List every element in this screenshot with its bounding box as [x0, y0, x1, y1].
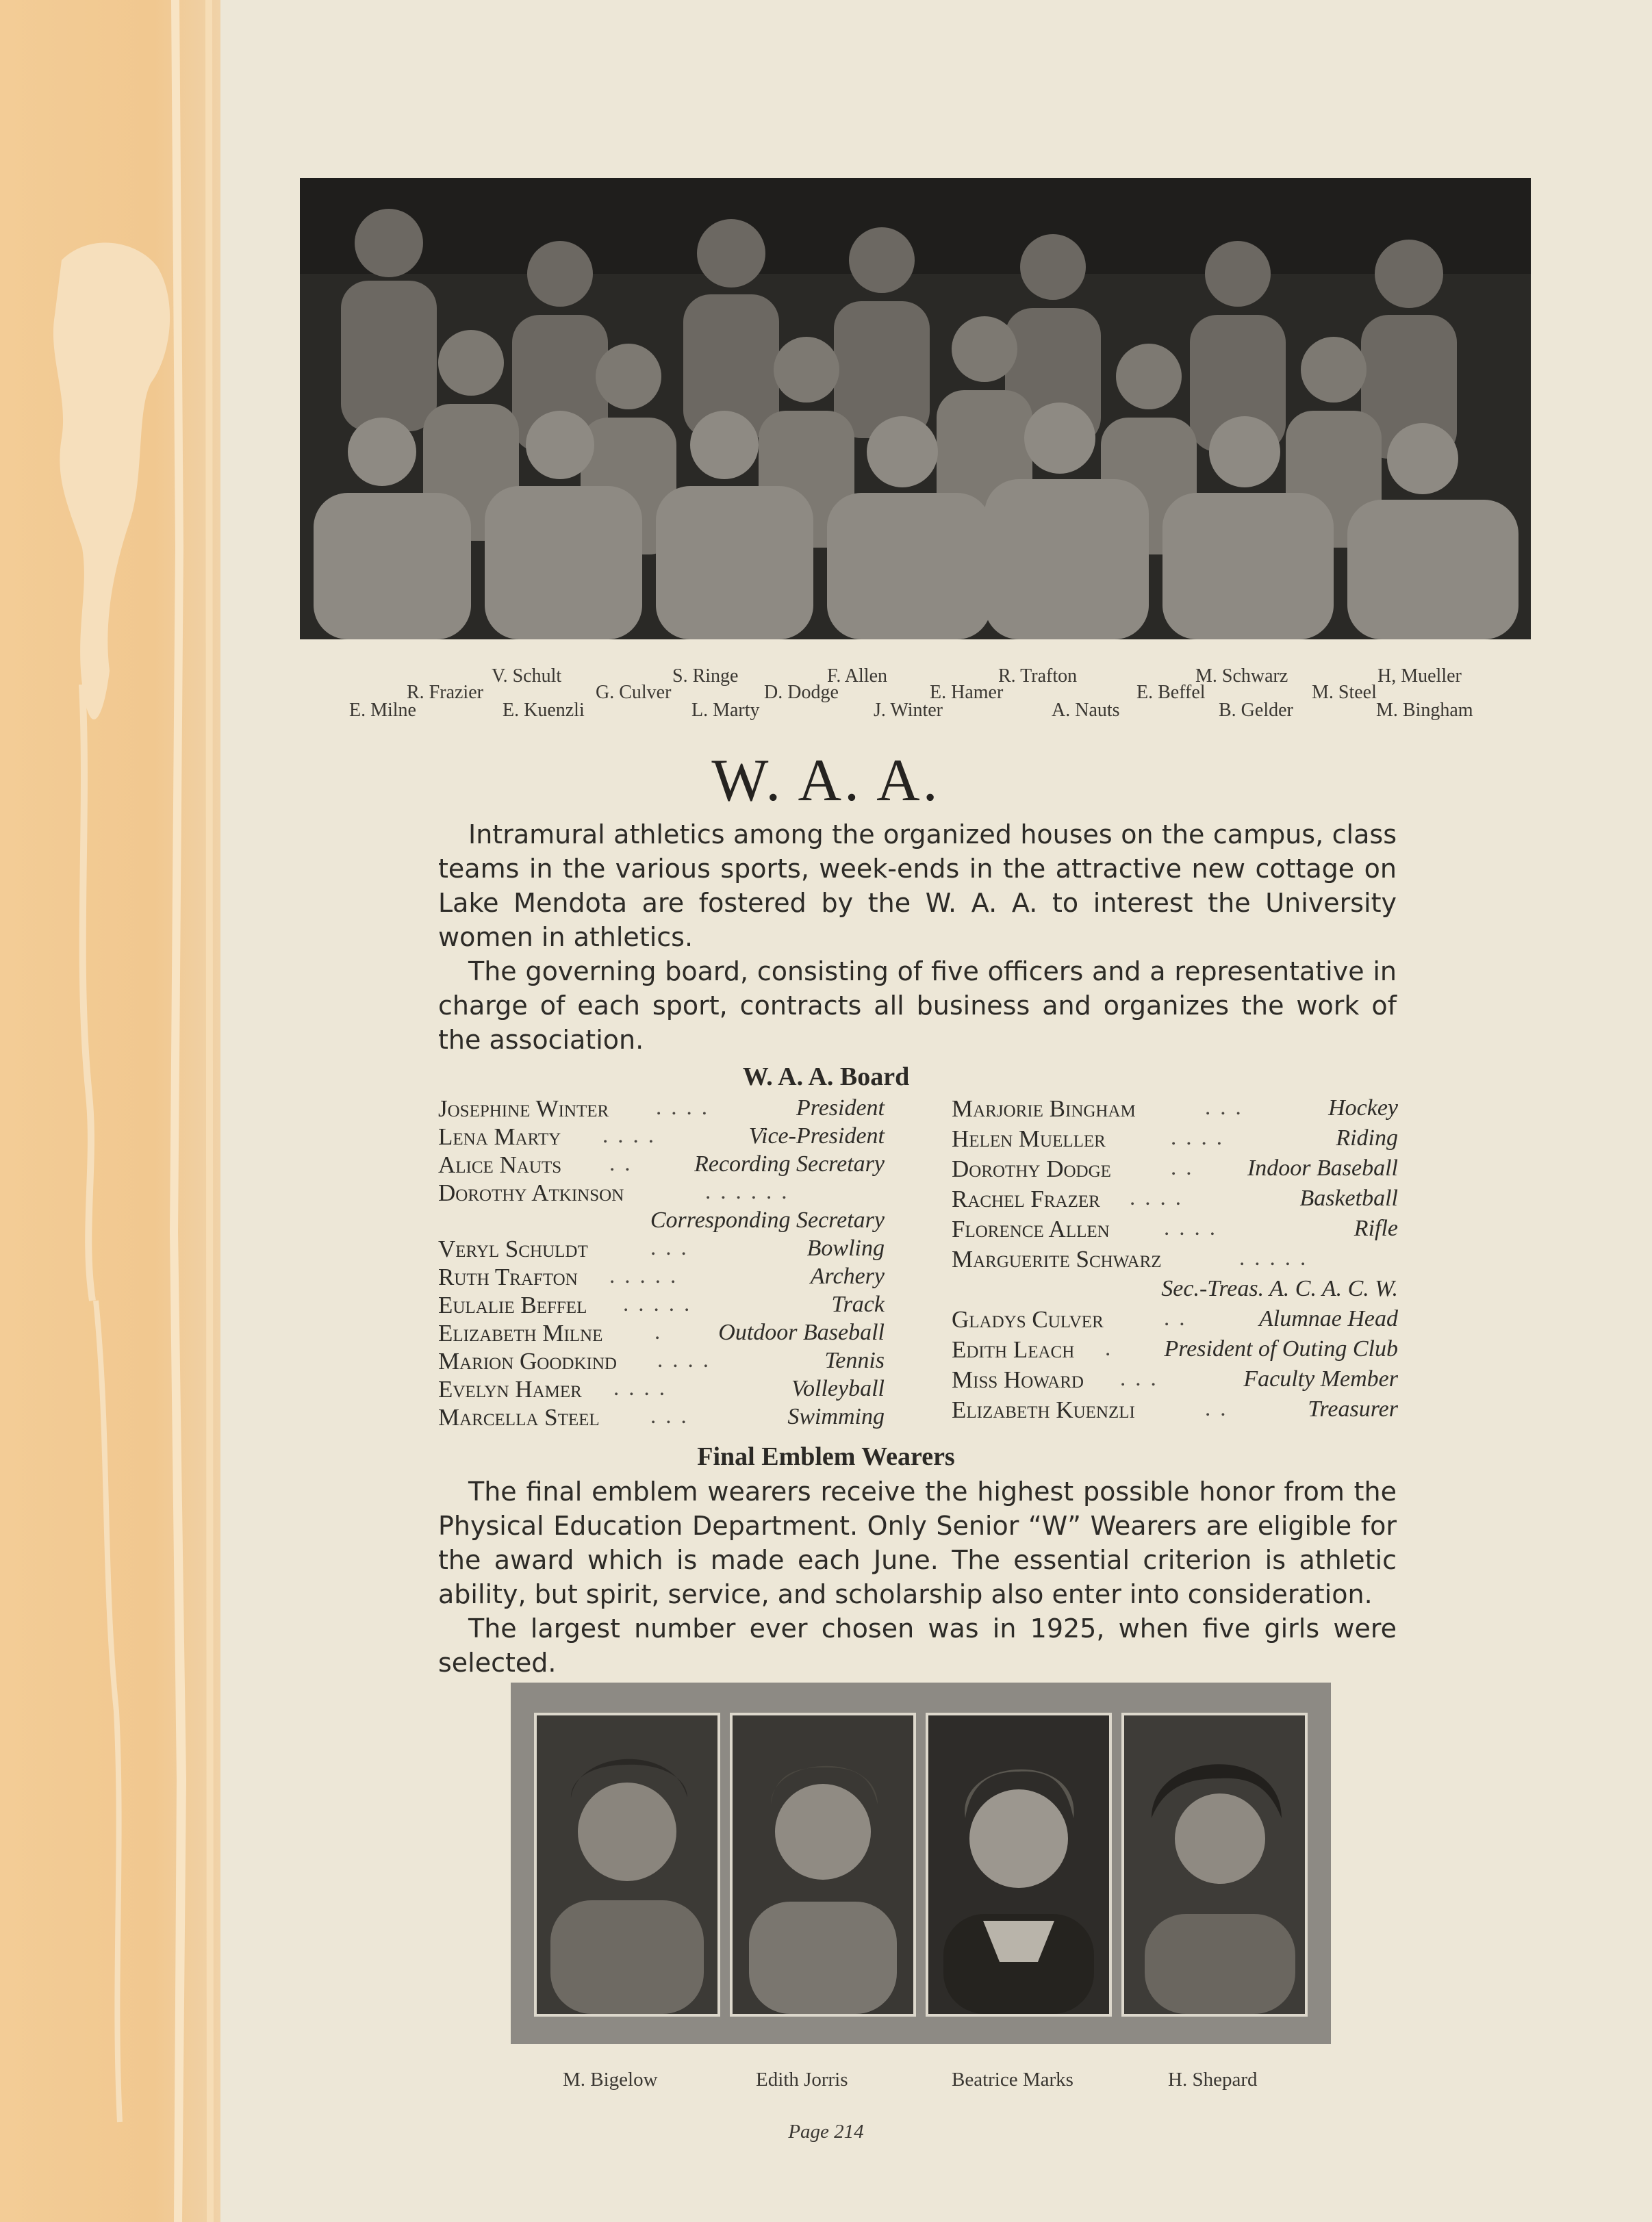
board-entry: Dorothy Atkinson ......	[438, 1179, 797, 1206]
board-entry: Dorothy Dodge .. Indoor Baseball	[952, 1155, 1398, 1182]
board-entry: Lena Marty .... Vice-President	[438, 1123, 885, 1150]
board-entry: Edith Leach . President of Outing Club	[952, 1336, 1398, 1363]
board-entry: Marjorie Bingham ... Hockey	[952, 1095, 1398, 1122]
caption-name: M. Schwarz	[1195, 665, 1288, 687]
board-entry: Marguerite Schwarz .....	[952, 1246, 1316, 1273]
portrait-photo	[926, 1713, 1112, 2017]
board-entry: Evelyn Hamer .... Volleyball	[438, 1376, 885, 1403]
portrait-caption: M. Bigelow	[563, 2069, 658, 2091]
caption-name: B. Gelder	[1219, 700, 1293, 721]
caption-name: G. Culver	[596, 682, 672, 703]
board-entry: Corresponding Secretary	[650, 1208, 885, 1233]
board-entry: Florence Allen .... Rifle	[952, 1216, 1398, 1242]
caption-name: E. Milne	[349, 700, 416, 721]
caption-name: A. Nauts	[1052, 700, 1120, 721]
emblem-paragraph: The largest number ever chosen was in 1925, when five girls were selected.	[438, 1613, 1397, 1678]
emblem-photo-panel	[511, 1683, 1331, 2044]
board-heading: W. A. A. Board	[742, 1062, 910, 1091]
portrait-caption: Edith Jorris	[756, 2069, 848, 2091]
portrait-caption: H. Shepard	[1168, 2069, 1258, 2091]
board-entry: Miss Howard ... Faculty Member	[952, 1366, 1398, 1393]
board-list-left	[438, 1095, 885, 1432]
portrait-photo	[1121, 1713, 1308, 2017]
board-entry: Helen Mueller .... Riding	[952, 1125, 1398, 1152]
board-entry: Marion Goodkind .... Tennis	[438, 1348, 885, 1375]
portrait-caption: Beatrice Marks	[952, 2069, 1073, 2091]
caption-name: V. Schult	[492, 665, 562, 687]
caption-name: D. Dodge	[764, 682, 839, 703]
caption-name: J. Winter	[874, 700, 943, 721]
group-photo	[300, 178, 1531, 639]
board-entry: Alice Nauts .. Recording Secretary	[438, 1151, 885, 1178]
caption-name: E. Hamer	[930, 682, 1004, 703]
page-number: Page 214	[788, 2121, 864, 2143]
photo-caption-row-3	[0, 700, 1652, 727]
portrait-photo	[730, 1713, 916, 2017]
caption-name: R. Frazier	[407, 682, 483, 703]
caption-name: M. Bingham	[1376, 700, 1473, 721]
caption-name: S. Ringe	[672, 665, 739, 687]
board-entry: Josephine Winter .... President	[438, 1095, 885, 1122]
portrait-photo	[534, 1713, 720, 2017]
caption-name: H, Mueller	[1377, 665, 1462, 687]
board-entry: Marcella Steel ... Swimming	[438, 1404, 885, 1431]
board-entry: Sec.-Treas. A. C. A. C. W.	[1161, 1276, 1398, 1301]
caption-name: F. Allen	[827, 665, 887, 687]
board-entry: Eulalie Beffel ..... Track	[438, 1292, 885, 1318]
intro-paragraph: The governing board, consisting of five officers and a representative in charge of each sport, contracts all business and organizes the work of the association.	[438, 956, 1397, 1055]
caption-name: L. Marty	[691, 700, 760, 721]
board-entry: Veryl Schuldt ... Bowling	[438, 1236, 885, 1262]
board-list-right	[952, 1095, 1398, 1427]
emblem-heading: Final Emblem Wearers	[697, 1442, 955, 1471]
caption-name: E. Kuenzli	[503, 700, 585, 721]
board-entry: Elizabeth Milne . Outdoor Baseball	[438, 1320, 885, 1346]
board-entry: Ruth Trafton ..... Archery	[438, 1264, 885, 1290]
caption-name: M. Steel	[1312, 682, 1377, 703]
intro-paragraph: Intramural athletics among the organized houses on the campus, class teams in the various sports, week-ends in the attractive new cottage on Lake Mendota are fostered by the W. A. A. to interest the University women in athletics.	[438, 819, 1397, 952]
emblem-paragraph: The final emblem wearers receive the highest possible honor from the Physical Education Department. Only Senior “W” Wearers are eligible for the award which is made each June. The essential criterion is athletic ability, but spirit, service, and scholarship also enter into consideration.	[438, 1477, 1397, 1609]
margin-ornament	[0, 0, 220, 2222]
page-title: W. A. A.	[711, 748, 941, 814]
board-entry: Gladys Culver .. Alumnae Head	[952, 1306, 1398, 1333]
decorative-margin	[0, 0, 220, 2222]
board-entry: Elizabeth Kuenzli .. Treasurer	[952, 1396, 1398, 1423]
caption-name: R. Trafton	[998, 665, 1078, 687]
caption-name: E. Beffel	[1136, 682, 1206, 703]
board-entry: Rachel Frazer .... Basketball	[952, 1186, 1398, 1212]
